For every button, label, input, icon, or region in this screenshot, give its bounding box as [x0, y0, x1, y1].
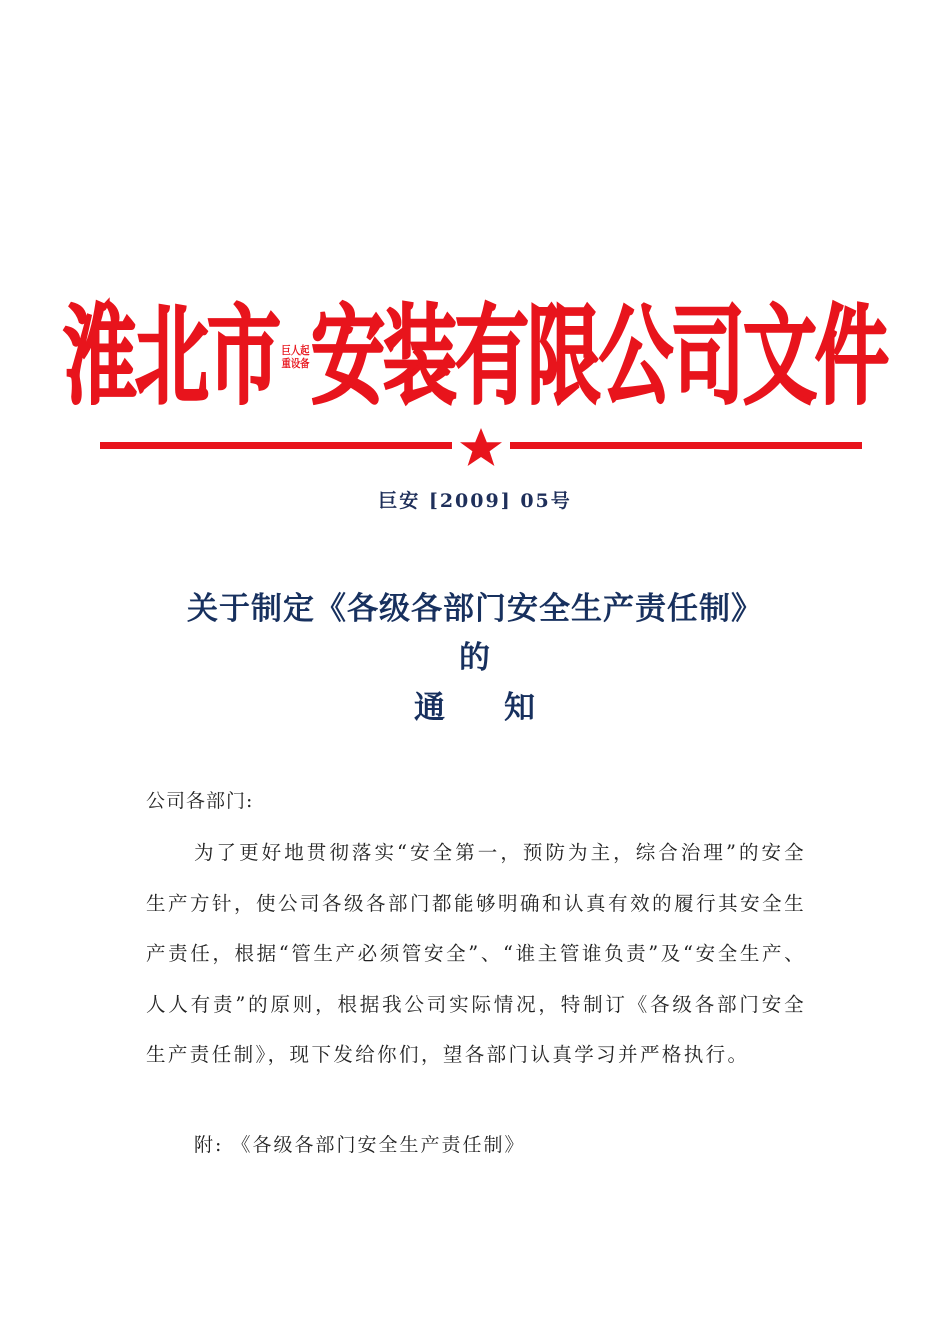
title-line-3	[0, 682, 950, 727]
title-line-1: 关于制定《各级各部门安全生产责任制》	[187, 591, 763, 627]
divider-line-left	[100, 442, 452, 449]
salutation: 公司各部门:	[146, 790, 254, 812]
divider-line-right	[510, 442, 862, 449]
document-number: 巨安 [2009] 05号	[378, 490, 572, 512]
header-city: 淮北市	[63, 294, 279, 420]
header-small-line-2: 重设备	[280, 357, 310, 370]
star-icon	[460, 428, 502, 466]
document-header	[0, 292, 950, 422]
title-line-2: 的	[459, 640, 491, 676]
red-divider	[100, 428, 862, 474]
body-paragraph: 为了更好地贯彻落实“安全第一，预防为主，综合治理”的安全生产方针，使公司各级各部门都能够明确和认真有效的履行其安全生产责任，根据“管生产必须管安全”、“谁主管谁负责”及“安全生产、人人有责”的原则，根据我公司实际情况，特制订《各级各部门安全生产责任制》，现下发给你们，望各部门认真学习并严格执行。	[146, 841, 806, 1066]
header-small-line-1: 巨人起	[280, 344, 310, 357]
title-char-tong: 通	[414, 690, 446, 726]
attachment-line: 附: 《各级各部门安全生产责任制》	[194, 1134, 526, 1156]
header-small-text	[281, 344, 309, 370]
title-char-zhi: 知	[504, 690, 536, 726]
header-company: 安装有限公司文件	[311, 294, 887, 420]
